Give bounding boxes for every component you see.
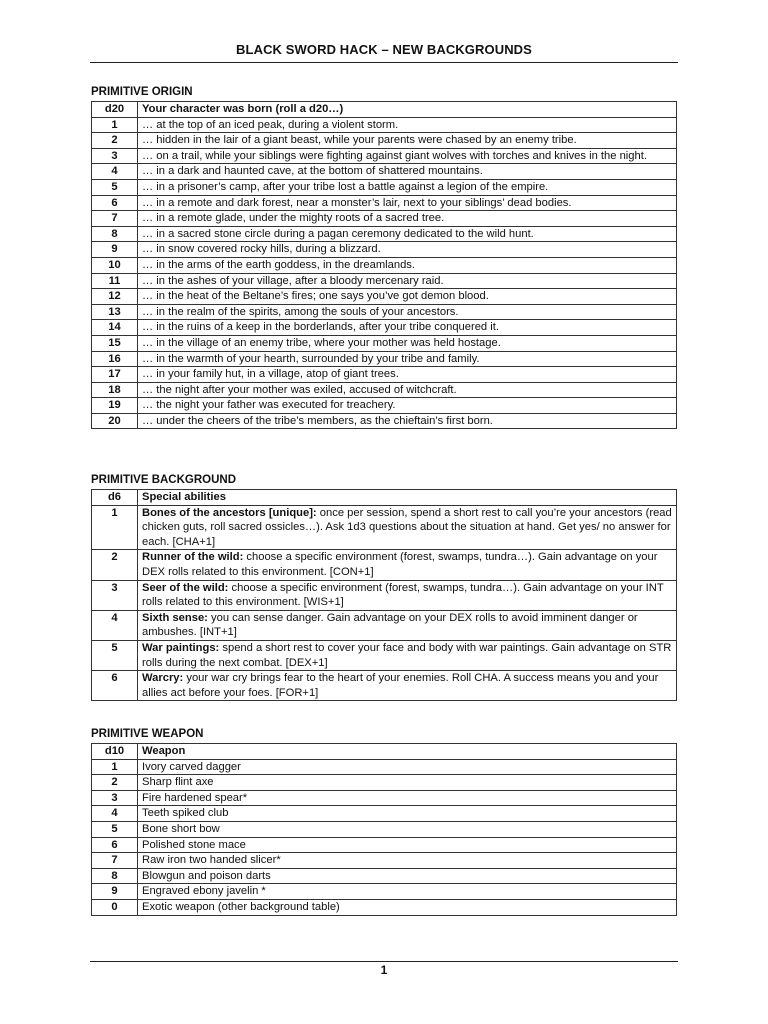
origin-table-row bbox=[92, 148, 677, 164]
origin-roll-number: 3 bbox=[92, 148, 138, 164]
title-divider bbox=[90, 62, 678, 63]
ability-name: Bones of the ancestors [unique]: bbox=[142, 506, 317, 519]
origin-entry-cell: … hidden in the lair of a giant beast, while your parents were chased by an enemy tribe. bbox=[138, 133, 677, 149]
origin-entry-cell: … under the cheers of the tribe’s members, as the chieftain’s first born. bbox=[138, 413, 677, 429]
origin-table-row bbox=[92, 195, 677, 211]
origin-table-row bbox=[92, 211, 677, 227]
origin-entry-cell: … in the arms of the earth goddess, in the dreamlands. bbox=[138, 257, 677, 273]
background-roll-number: 5 bbox=[92, 640, 138, 670]
weapon-table-row bbox=[92, 790, 677, 806]
ability-name: Warcry: bbox=[142, 672, 184, 685]
origin-entry-cell: … in the ruins of a keep in the borderlands, after your tribe conquered it. bbox=[138, 320, 677, 336]
weapon-table-row bbox=[92, 868, 677, 884]
origin-roll-number: 17 bbox=[92, 367, 138, 383]
weapon-table-row bbox=[92, 899, 677, 915]
origin-roll-number: 11 bbox=[92, 273, 138, 289]
origin-table-row bbox=[92, 289, 677, 305]
origin-roll-number: 1 bbox=[92, 117, 138, 133]
ability-description: choose a specific environment (forest, swamps, tundra…). Gain advantage on your DEX rolls related to this environment. [CON+1] bbox=[142, 551, 658, 578]
weapon-table-row bbox=[92, 775, 677, 791]
ability-name: Runner of the wild: bbox=[142, 551, 244, 564]
origin-table-row bbox=[92, 398, 677, 414]
ability-description: your war cry brings fear to the heart of your enemies. Roll CHA. A success means you and your allies act before your foes. [FOR+1] bbox=[142, 672, 659, 699]
origin-entry-cell: … in the realm of the spirits, among the souls of your ancestors. bbox=[138, 304, 677, 320]
origin-table bbox=[91, 101, 677, 429]
background-table-row bbox=[92, 610, 677, 640]
ability-description: choose a specific environment (forest, swamps, tundra…). Gain advantage on your INT rolls related to this environment. [WIS+1] bbox=[142, 581, 664, 609]
origin-entry-cell: … in the heat of the Beltane’s fires; one says you’ve got demon blood. bbox=[138, 289, 677, 305]
weapon-roll-number: 6 bbox=[92, 837, 138, 853]
origin-entry-cell: … on a trail, while your siblings were fighting against giant wolves with torches and knives in the night. bbox=[138, 148, 677, 164]
origin-die-header: d20 bbox=[92, 102, 138, 118]
weapon-table-header bbox=[92, 744, 677, 760]
origin-roll-number: 10 bbox=[92, 257, 138, 273]
origin-entry-cell: … in the ashes of your village, after a bloody mercenary raid. bbox=[138, 273, 677, 289]
origin-roll-number: 20 bbox=[92, 413, 138, 429]
origin-table-row bbox=[92, 179, 677, 195]
origin-entry-cell: … the night your father was executed for treachery. bbox=[138, 398, 677, 414]
origin-roll-number: 19 bbox=[92, 398, 138, 414]
weapon-text-header: Weapon bbox=[138, 744, 677, 760]
origin-roll-number: 5 bbox=[92, 179, 138, 195]
origin-roll-number: 15 bbox=[92, 335, 138, 351]
origin-entry-cell: … in a remote glade, under the mighty roots of a sacred tree. bbox=[138, 211, 677, 227]
background-table-row bbox=[92, 580, 677, 610]
weapon-entry-cell: Bone short bow bbox=[138, 821, 677, 837]
weapon-table-row bbox=[92, 884, 677, 900]
background-section-title: PRIMITIVE BACKGROUND bbox=[91, 474, 237, 486]
footer-divider bbox=[90, 961, 678, 962]
weapon-roll-number: 4 bbox=[92, 806, 138, 822]
origin-table-row bbox=[92, 335, 677, 351]
weapon-table-row bbox=[92, 759, 677, 775]
weapon-entry-cell: Ivory carved dagger bbox=[138, 759, 677, 775]
weapon-entry-cell: Exotic weapon (other background table) bbox=[138, 899, 677, 915]
origin-entry-cell: … at the top of an iced peak, during a violent storm. bbox=[138, 117, 677, 133]
origin-entry-cell: … in a remote and dark forest, near a monster’s lair, next to your siblings’ dead bodies. bbox=[138, 195, 677, 211]
origin-roll-number: 13 bbox=[92, 304, 138, 320]
origin-table-row bbox=[92, 242, 677, 258]
origin-roll-number: 14 bbox=[92, 320, 138, 336]
origin-table-row bbox=[92, 413, 677, 429]
origin-roll-number: 12 bbox=[92, 289, 138, 305]
weapon-roll-number: 1 bbox=[92, 759, 138, 775]
background-roll-number: 2 bbox=[92, 550, 138, 580]
ability-name: Seer of the wild: bbox=[142, 581, 229, 594]
background-die-header: d6 bbox=[92, 490, 138, 506]
origin-roll-number: 2 bbox=[92, 133, 138, 149]
background-table-row bbox=[92, 671, 677, 701]
background-table-header bbox=[92, 490, 677, 506]
weapon-table-row bbox=[92, 806, 677, 822]
origin-table-row bbox=[92, 164, 677, 180]
weapon-entry-cell: Teeth spiked club bbox=[138, 806, 677, 822]
origin-entry-cell: … in the village of an enemy tribe, where your mother was held hostage. bbox=[138, 335, 677, 351]
origin-roll-number: 18 bbox=[92, 382, 138, 398]
ability-description: you can sense danger. Gain advantage on your DEX rolls to avoid imminent danger or ambushes. [INT+1] bbox=[142, 611, 638, 639]
origin-text-header: Your character was born (roll a d20…) bbox=[138, 102, 677, 118]
origin-table-row bbox=[92, 351, 677, 367]
origin-entry-cell: … in a prisoner’s camp, after your tribe lost a battle against a legion of the empire. bbox=[138, 179, 677, 195]
weapon-table-row bbox=[92, 821, 677, 837]
origin-table-row bbox=[92, 226, 677, 242]
origin-entry-cell: … in a sacred stone circle during a pagan ceremony dedicated to the wild hunt. bbox=[138, 226, 677, 242]
background-entry-cell bbox=[138, 610, 677, 640]
weapon-table-row bbox=[92, 853, 677, 869]
origin-table-row bbox=[92, 367, 677, 383]
origin-section-title: PRIMITIVE ORIGIN bbox=[91, 86, 193, 98]
origin-entry-cell: … in snow covered rocky hills, during a blizzard. bbox=[138, 242, 677, 258]
background-table-row bbox=[92, 640, 677, 670]
weapon-entry-cell: Engraved ebony javelin * bbox=[138, 884, 677, 900]
weapon-entry-cell: Blowgun and poison darts bbox=[138, 868, 677, 884]
origin-entry-cell: … in the warmth of your hearth, surrounded by your tribe and family. bbox=[138, 351, 677, 367]
origin-roll-number: 8 bbox=[92, 226, 138, 242]
page-number: 1 bbox=[380, 963, 388, 977]
origin-entry-cell: … the night after your mother was exiled, accused of witchcraft. bbox=[138, 382, 677, 398]
weapon-entry-cell: Sharp flint axe bbox=[138, 775, 677, 791]
origin-table-row bbox=[92, 382, 677, 398]
weapon-entry-cell: Raw iron two handed slicer* bbox=[138, 853, 677, 869]
background-entry-cell bbox=[138, 671, 677, 701]
weapon-roll-number: 0 bbox=[92, 899, 138, 915]
background-entry-cell bbox=[138, 505, 677, 550]
background-table bbox=[91, 489, 677, 701]
ability-name: War paintings: bbox=[142, 641, 220, 654]
ability-description: spend a short rest to cover your face and body with war paintings. Gain advantage on STR rolls during the next combat. [DEX+1] bbox=[142, 641, 672, 669]
background-table-row bbox=[92, 505, 677, 550]
weapon-roll-number: 8 bbox=[92, 868, 138, 884]
weapon-roll-number: 3 bbox=[92, 790, 138, 806]
origin-entry-cell: … in your family hut, in a village, atop of giant trees. bbox=[138, 367, 677, 383]
weapon-die-header: d10 bbox=[92, 744, 138, 760]
background-table-row bbox=[92, 550, 677, 580]
ability-description: once per session, spend a short rest to call you’re your ancestors (read chicken guts, roll sacred ossicles…). Ask 1d3 questions about the situation at hand. Get yes/ no answer for each. [CHA+1] bbox=[142, 506, 672, 548]
weapon-table-row bbox=[92, 837, 677, 853]
weapon-table bbox=[91, 743, 677, 916]
origin-table-row bbox=[92, 257, 677, 273]
origin-table-row bbox=[92, 320, 677, 336]
weapon-entry-cell: Fire hardened spear* bbox=[138, 790, 677, 806]
weapon-entry-cell: Polished stone mace bbox=[138, 837, 677, 853]
origin-roll-number: 7 bbox=[92, 211, 138, 227]
weapon-roll-number: 5 bbox=[92, 821, 138, 837]
background-entry-cell bbox=[138, 580, 677, 610]
weapon-roll-number: 9 bbox=[92, 884, 138, 900]
origin-table-row bbox=[92, 117, 677, 133]
origin-roll-number: 9 bbox=[92, 242, 138, 258]
background-roll-number: 1 bbox=[92, 505, 138, 550]
origin-entry-cell: … in a dark and haunted cave, at the bottom of shattered mountains. bbox=[138, 164, 677, 180]
weapon-section-title: PRIMITIVE WEAPON bbox=[91, 728, 204, 740]
background-roll-number: 4 bbox=[92, 610, 138, 640]
origin-table-row bbox=[92, 133, 677, 149]
background-text-header: Special abilities bbox=[138, 490, 677, 506]
background-roll-number: 3 bbox=[92, 580, 138, 610]
origin-roll-number: 4 bbox=[92, 164, 138, 180]
ability-name: Sixth sense: bbox=[142, 611, 208, 624]
origin-roll-number: 16 bbox=[92, 351, 138, 367]
origin-roll-number: 6 bbox=[92, 195, 138, 211]
origin-table-row bbox=[92, 273, 677, 289]
background-roll-number: 6 bbox=[92, 671, 138, 701]
page-title: BLACK SWORD HACK – NEW BACKGROUNDS bbox=[236, 42, 532, 57]
weapon-roll-number: 2 bbox=[92, 775, 138, 791]
origin-table-header bbox=[92, 102, 677, 118]
origin-table-row bbox=[92, 304, 677, 320]
weapon-roll-number: 7 bbox=[92, 853, 138, 869]
background-entry-cell bbox=[138, 550, 677, 580]
background-entry-cell bbox=[138, 640, 677, 670]
